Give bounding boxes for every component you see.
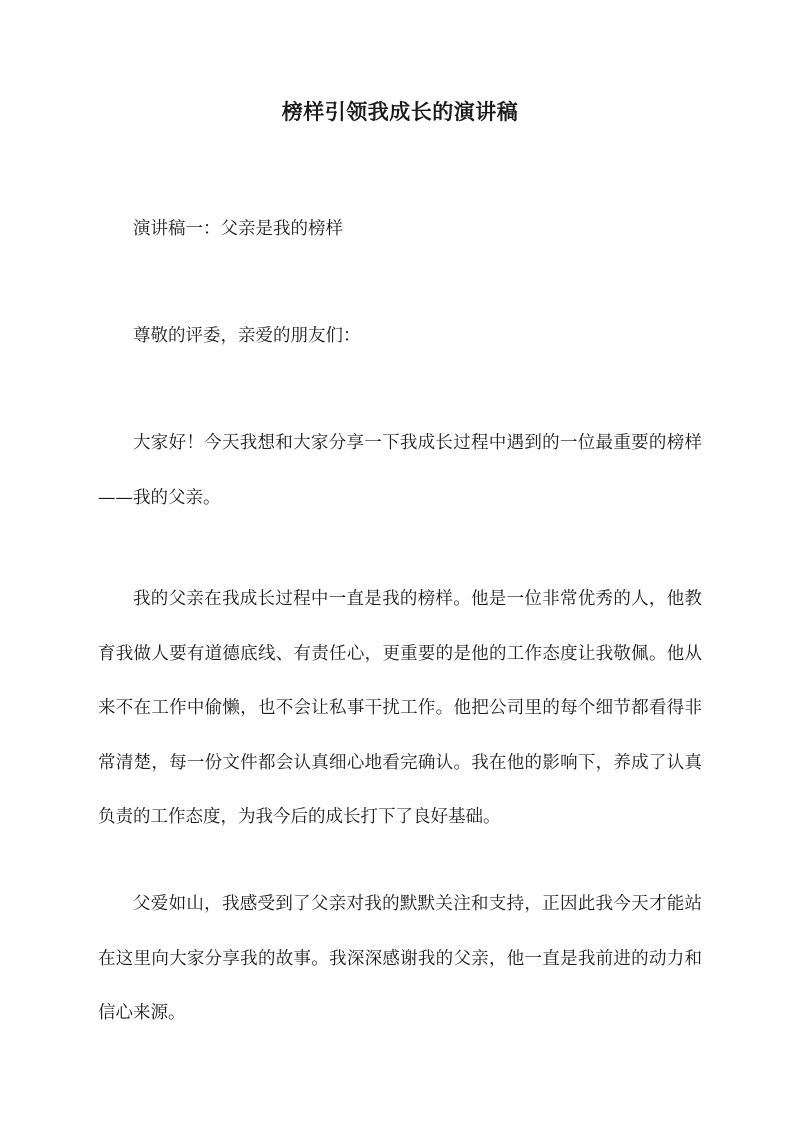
body-paragraph-2: 我的父亲在我成长过程中一直是我的榜样。他是一位非常优秀的人，他教育我做人要有道德底线、有责任心，更重要的是他的工作态度让我敬佩。他从来不在工作中偷懒，也不会让私事干扰工作。他把公司里的每个细节都看得非常清楚，每一份文件都会认真细心地看完确认。我在他的影响下，养成了认真负责的工作态度，为我今后的成长打下了良好基础。 — [98, 589, 702, 827]
body-paragraph-1: 大家好！今天我想和大家分享一下我成长过程中遇到的一位最重要的榜样——我的父亲。 — [98, 433, 702, 508]
speech-subtitle: 演讲稿一：父亲是我的榜样 — [133, 219, 343, 239]
page-title: 榜样引领我成长的演讲稿 — [281, 99, 519, 124]
body-paragraph-3: 父爱如山，我感受到了父亲对我的默默关注和支持，正因此我今天才能站在这里向大家分享我的故事。我深深感谢我的父亲，他一直是我前进的动力和信心来源。 — [98, 894, 702, 1023]
greeting-line: 尊敬的评委，亲爱的朋友们： — [133, 326, 361, 346]
